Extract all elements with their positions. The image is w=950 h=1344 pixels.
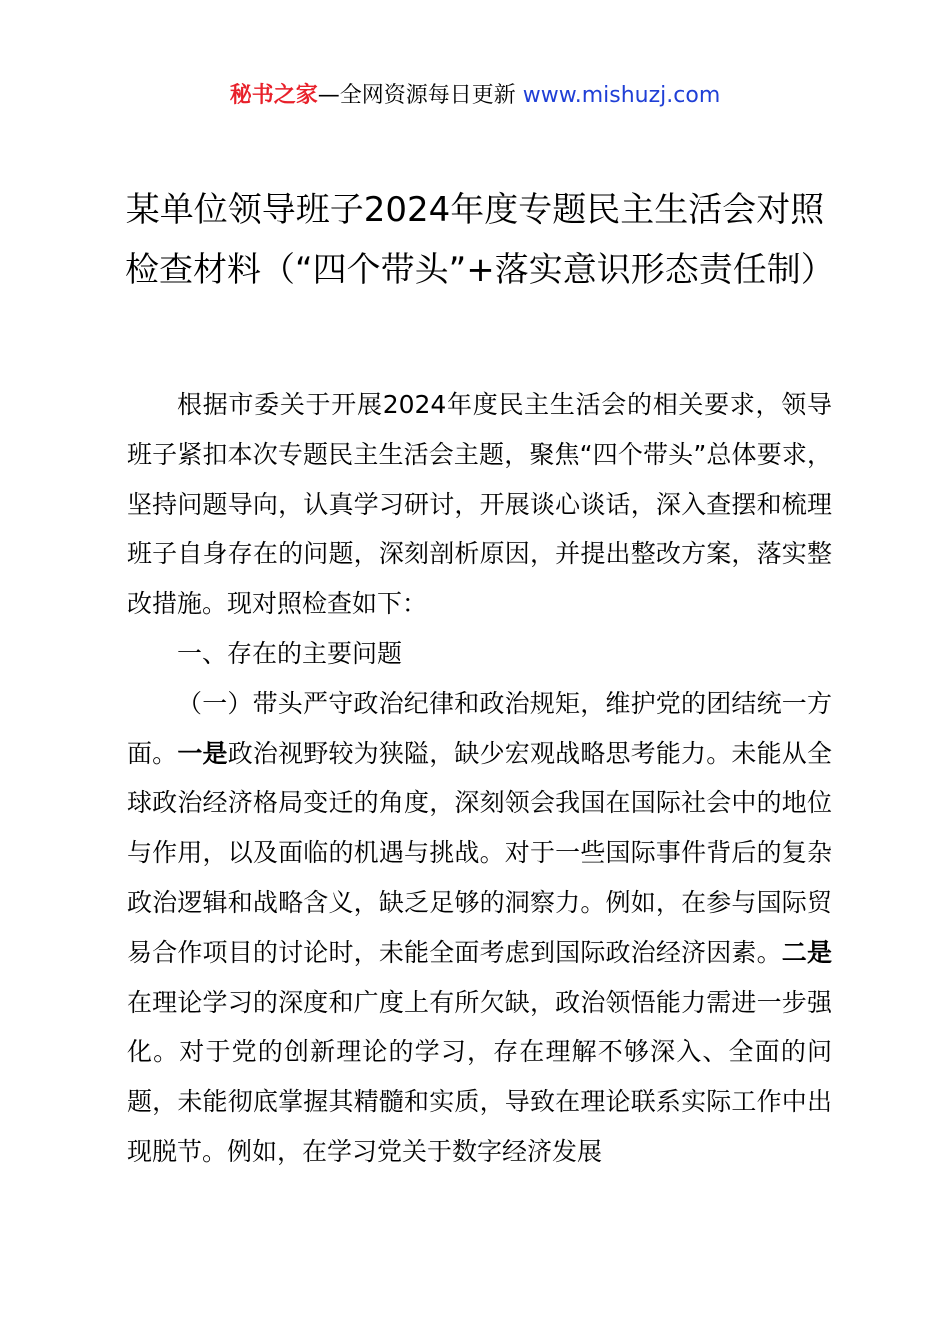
site-url-link[interactable]: www.mishuzj.com — [522, 83, 721, 108]
site-header — [0, 80, 950, 112]
site-brand: 秘书之家 — [229, 83, 318, 108]
point-two-text: 在理论学习的深度和广度上有所欠缺，政治领悟能力需进一步强化。对于党的创新理论的学习，存在理解不够深入、全面的问题，未能彻底掌握其精髓和实质，导致在理论联系实际工作中出现脱节。例如，在学习党关于数字经济发展 — [127, 987, 832, 1166]
site-tagline: —全网资源每日更新 — [317, 83, 523, 108]
document-title: 某单位领导班子2024年度专题民主生活会对照检查材料（“四个带头”+落实意识形态责任制） — [125, 190, 835, 290]
point-one-text: 政治视野较为狭隘，缺少宏观战略思考能力。未能从全球政治经济格局变迁的角度，深刻领会我国在国际社会中的地位与作用，以及面临的机遇与挑战。对于一些国际事件背后的复杂政治逻辑和战略含义，缺乏足够的洞察力。例如，在参与国际贸易合作项目的讨论时，未能全面考虑到国际政治经济因素。 — [127, 738, 832, 967]
intro-paragraph: 根据市委关于开展2024年度民主生活会的相关要求，领导班子紧扣本次专题民主生活会主题，聚焦“四个带头”总体要求，坚持问题导向，认真学习研讨，开展谈心谈话，深入查摆和梳理班子自身存在的问题，深刻剖析原因，并提出整改方案，落实整改措施。现对照检查如下： — [127, 390, 832, 619]
point-two-label: 二是 — [781, 937, 832, 967]
section-heading: 一、存在的主要问题 — [177, 638, 403, 668]
subsection-heading: （一）带头严守政治纪律和政治规矩，维护党的团结统一方面。 — [127, 688, 832, 768]
document-body — [127, 380, 832, 1177]
subsection-paragraph — [127, 679, 832, 1177]
point-one-label: 一是 — [177, 738, 228, 768]
